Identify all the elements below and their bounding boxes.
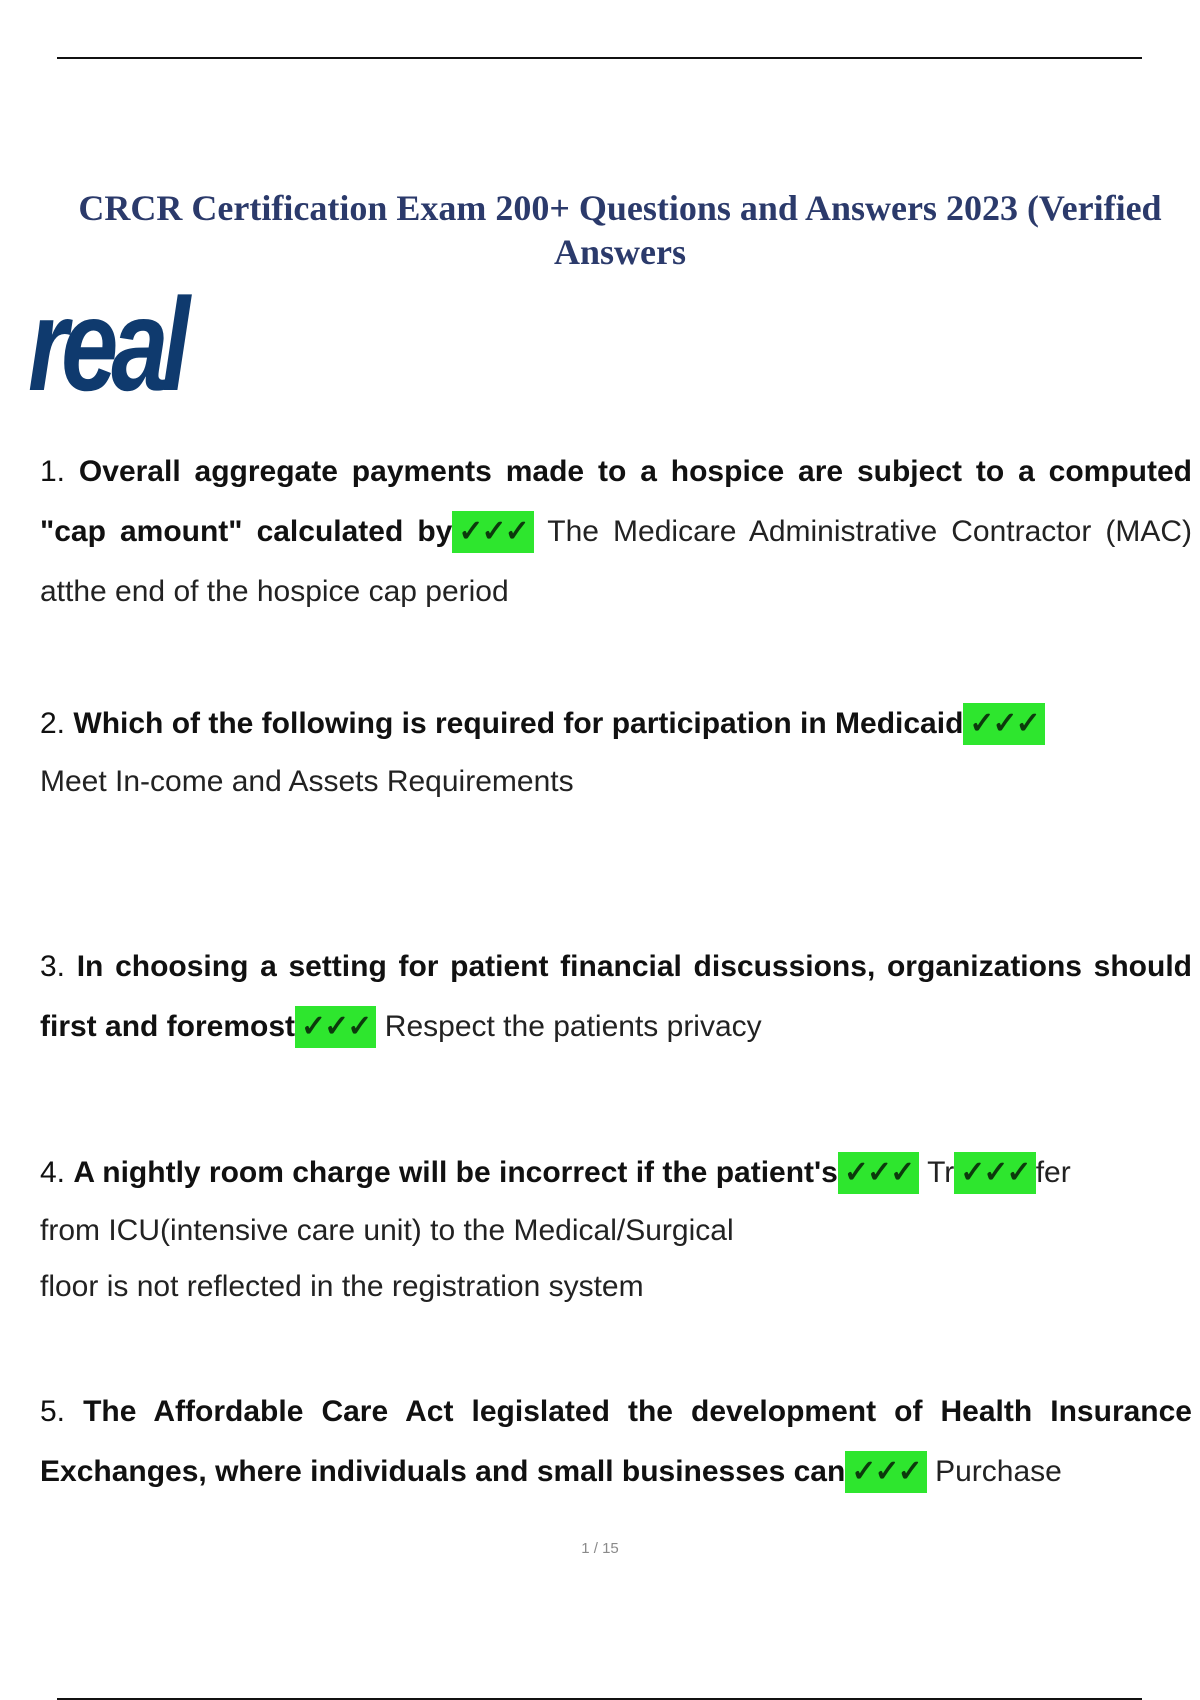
checkmark-icon: ✓✓✓ — [838, 1152, 919, 1194]
checkmark-icon: ✓✓✓ — [295, 1006, 376, 1048]
answer-text: Purchase — [935, 1455, 1062, 1488]
checkmark-icon: ✓✓✓ — [452, 511, 533, 553]
answer-text-line-3: floor is not reflected in the registration system — [40, 1270, 644, 1303]
page-indicator: 1 / 15 — [581, 1540, 619, 1557]
question-item-1 — [40, 442, 1192, 622]
checkmark-icon: ✓✓✓ — [954, 1152, 1035, 1194]
question-number: 1. — [40, 455, 66, 488]
question-item-3 — [40, 937, 1192, 1057]
checkmark-icon: ✓✓✓ — [963, 703, 1044, 745]
question-text: Which of the following is required for participation in Medicaid — [73, 707, 964, 740]
question-text: In choosing a setting for patient financial discussions, organizations should first and foremost — [40, 950, 1192, 1043]
question-item-2 — [40, 694, 1192, 810]
answer-text: Meet In-come and Assets Requirements — [40, 765, 574, 798]
question-text: A nightly room charge will be incorrect if the patient's — [73, 1156, 838, 1189]
question-number: 3. — [40, 950, 66, 983]
answer-text: The Medicare Administrative Contractor (MAC) atthe end of the hospice cap period — [40, 515, 1193, 608]
checkmark-icon: ✓✓✓ — [845, 1451, 926, 1493]
answer-text-end: fer — [1035, 1156, 1071, 1189]
question-text: The Affordable Care Act legislated the development of Health Insurance Exchanges, where individuals and small businesses can — [40, 1395, 1192, 1488]
answer-text-start: Tr — [927, 1156, 955, 1189]
question-text: Overall aggregate payments made to a hospice are subject to a computed "cap amount" calculated by — [40, 455, 1192, 548]
question-item-4 — [40, 1143, 1192, 1315]
real-logo: real — [28, 271, 184, 418]
question-number: 5. — [40, 1395, 66, 1428]
question-number: 4. — [40, 1156, 66, 1189]
document-title: CRCR Certification Exam 200+ Questions and Answers 2023 (Verified Answers — [78, 188, 1162, 272]
answer-text-line-2: from ICU(intensive care unit) to the Medical/Surgical — [40, 1214, 734, 1247]
question-number: 2. — [40, 707, 66, 740]
answer-text: Respect the patients privacy — [384, 1010, 762, 1043]
top-rule — [57, 57, 1142, 59]
question-item-5 — [40, 1382, 1192, 1502]
